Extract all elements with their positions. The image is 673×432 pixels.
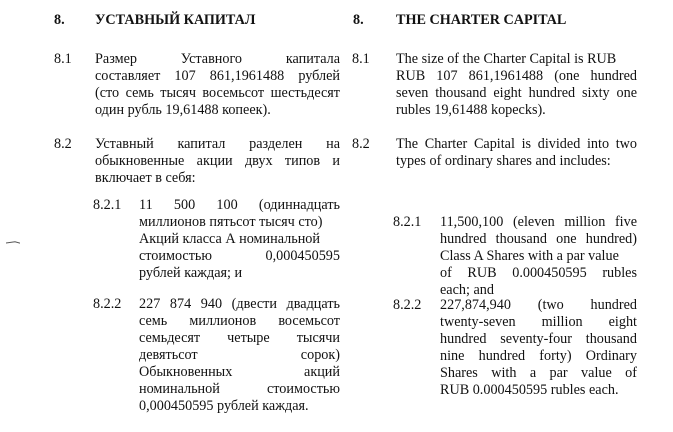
text-line: стоимостью 0,000450595 [139,248,340,264]
text-line: hundred thousand one hundred) [440,231,637,247]
text-line: 0,000450595 рублей каждая. [139,398,309,414]
text-line: Уставный капитал разделен на [95,136,340,152]
ru-clause-8-2-1-number: 8.2.1 [93,197,122,213]
text-line: Обыкновенных акций [139,364,340,380]
text-line: Размер Уставного капитала [95,51,340,67]
text-line: (сто семь тысяч восемьсот шестьдесят [95,85,340,101]
en-clause-8-1-number: 8.1 [352,51,370,67]
ru-clause-8-2-2-number: 8.2.2 [93,296,122,312]
text-line: 11 500 100 (одиннадцать [139,197,340,213]
text-line: seven thousand eight hundred sixty one [396,85,637,101]
text-line: RUB 0.000450595 rubles each. [440,382,619,398]
text-line: rubles 19,61488 kopecks). [396,102,546,118]
text-line: types of ordinary shares and includes: [396,153,611,169]
text-line: номинальной стоимостью [139,381,340,397]
text-line: Class A Shares with a par value [440,248,619,264]
text-line: миллионов пятьсот тысяч сто) [139,214,323,230]
ru-clause-8-2-text [95,136,340,187]
text-line: рублей каждая; и [139,265,243,281]
en-clause-8-2-2-text [440,297,637,399]
text-line: Акций класса А номинальной [139,231,320,247]
en-section-title: THE CHARTER CAPITAL [396,12,567,28]
ru-clause-8-2-2-text [139,296,340,415]
text-line: девятьсот сорок) [139,347,340,363]
text-line: nine hundred forty) Ordinary [440,348,637,364]
text-line: один рубль 19,61488 копеек). [95,102,271,118]
en-clause-8-2-1-number: 8.2.1 [393,214,422,230]
text-line: of RUB 0.000450595 rubles [440,265,637,281]
en-clause-8-2-2-number: 8.2.2 [393,297,422,313]
en-clause-8-2-text [396,136,637,170]
text-line: семьдесят четыре тысячи [139,330,340,346]
ru-clause-8-1-number: 8.1 [54,51,72,67]
text-line: включает в себя: [95,170,196,186]
text-line: The size of the Charter Capital is RUB [396,51,617,67]
text-line: hundred seventy-four thousand [440,331,637,347]
text-line: RUB 107 861,1961488 (one hundred [396,68,637,84]
text-line: 227 874 940 (двести двадцать [139,296,340,312]
text-line: обыкновенные акции двух типов и [95,153,340,169]
text-line: 227,874,940 (two hundred [440,297,637,313]
text-line: each; and [440,282,494,298]
text-line: 11,500,100 (eleven million five [440,214,637,230]
ru-clause-8-2-number: 8.2 [54,136,72,152]
ru-clause-8-2-1-text [139,197,340,282]
ru-clause-8-1-text [95,51,340,119]
margin-pen-mark [6,241,20,244]
en-clause-8-2-number: 8.2 [352,136,370,152]
ru-section-number: 8. [54,12,65,28]
text-line: составляет 107 861,1961488 рублей [95,68,340,84]
ru-section-title: УСТАВНЫЙ КАПИТАЛ [95,12,256,28]
en-clause-8-2-1-text [440,214,637,299]
text-line: Shares with a par value of [440,365,637,381]
text-line: twenty-seven million eight [440,314,637,330]
text-line: The Charter Capital is divided into two [396,136,637,152]
en-section-number: 8. [353,12,364,28]
en-clause-8-1-text [396,51,637,119]
text-line: семь миллионов восемьсот [139,313,340,329]
